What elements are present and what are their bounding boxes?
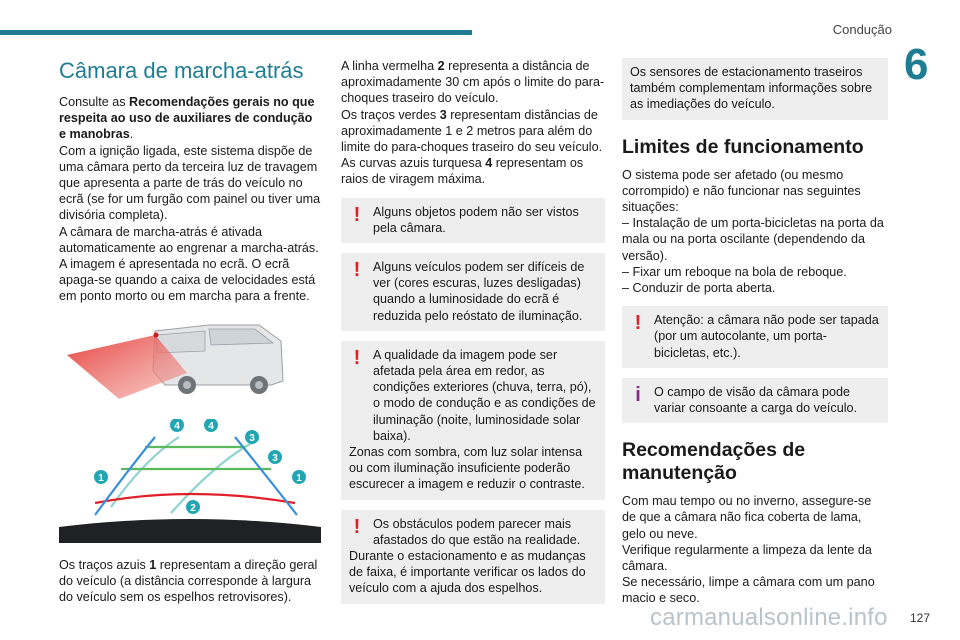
- chapter-number: 6: [904, 40, 929, 89]
- heading-operating-limits: Limites de funcionamento: [622, 135, 864, 158]
- label-1-right: [292, 470, 306, 484]
- blue-prefix: Os traços azuis: [59, 558, 150, 573]
- exclamation-icon: !: [353, 203, 361, 226]
- turq-prefix: As curvas azuis turquesa: [341, 156, 486, 171]
- note-text: Atenção: a câmara não pode ser tapada (por um autocolante, um porta-bicicletas, etc.).: [654, 313, 879, 360]
- intro-prefix: Consulte as: [59, 95, 130, 109]
- warning-note-dark-vehicles: [341, 253, 605, 331]
- info-note-field-of-view: [622, 378, 888, 423]
- intro-suffix: .: [129, 127, 134, 142]
- note-text-secondary: Zonas com sombra, com luz solar intensa ou com iluminação insuficiente poderão escurecer a imagem e reduzir o contraste.: [349, 445, 585, 492]
- note-text: A qualidade da imagem pode ser afetada pela área em redor, as condições exteriores (chuva, terra, pó), o modo de condução e as condições de iluminação (noite, luminosidade solar baixa).: [373, 347, 596, 443]
- maintenance-paragraph: Com mau tempo ou no inverno, assegure-se de que a câmara não fica coberta de lama, gelo ou neve.: [622, 494, 872, 541]
- label-3-bottom: [268, 450, 282, 464]
- note-text: Os sensores de estacionamento traseiros também complementam informações sobre as imediações do veículo.: [630, 65, 873, 112]
- paragraph-display: A imagem é apresentada no ecrã. O ecrã apaga-se quando a caixa de velocidades está em ponto morto ou em marcha para a frente.: [59, 257, 316, 304]
- label-1-left: [94, 470, 108, 484]
- svg-text:4: 4: [208, 420, 214, 432]
- paragraph-activation: A câmara de marcha-atrás é ativada automaticamente ao engrenar a marcha-atrás.: [59, 224, 319, 255]
- column-2: [341, 58, 605, 614]
- limit-item: – Fixar um reboque na bola de reboque.: [622, 264, 847, 279]
- warning-note-image-quality: [341, 341, 605, 500]
- maintenance-paragraph: Verifique regularmente a limpeza da lente da câmara.: [622, 542, 872, 574]
- warning-note-obstacles: [341, 510, 605, 604]
- van-camera-illustration: [59, 321, 321, 403]
- label-2: [186, 500, 200, 514]
- exclamation-icon: !: [353, 515, 361, 538]
- page-number: 127: [909, 611, 930, 625]
- note-text: Alguns veículos podem ser difíceis de ver (cores escuras, luzes desligadas) quando a luminosidade do ecrã é reduzida pelo reóstato de iluminação.: [373, 260, 585, 323]
- turq-number: 4: [485, 156, 493, 171]
- limit-item: – Conduzir de porta aberta.: [622, 281, 776, 296]
- limit-item: – Instalação de um porta-bicicletas na porta da mala ou na porta oscilante (dependendo da versão).: [622, 216, 884, 263]
- note-text-secondary: Durante o estacionamento e as mudanças de faixa, é importante verificar os lados do veículo com a ajuda dos espelhos.: [349, 549, 586, 596]
- svg-text:1: 1: [296, 472, 302, 484]
- paragraph-green-lines: [341, 107, 605, 156]
- paragraph-turquoise-curves: [341, 155, 605, 187]
- intro-reference: Recomendações gerais no que respeita ao uso de auxiliares de condução e manobras: [59, 95, 315, 142]
- camera-icon: [154, 332, 159, 337]
- intro-paragraph: [59, 94, 321, 143]
- turq-suffix: representam os raios de viragem máxima.: [341, 156, 584, 187]
- green-prefix: Os traços verdes: [341, 107, 440, 122]
- camera-guideline-diagram: [59, 419, 321, 543]
- note-text: Alguns objetos podem não ser vistos pela câmara.: [373, 204, 579, 235]
- svg-text:3: 3: [249, 432, 255, 444]
- info-icon: i: [635, 383, 641, 406]
- exclamation-icon: !: [353, 346, 361, 369]
- limits-intro: O sistema pode ser afetado (ou mesmo corrompido) e não funcionar nas seguintes situações:: [622, 167, 861, 215]
- exclamation-icon: !: [353, 259, 361, 282]
- green-suffix: representam distâncias de aproximadamente 1 e 2 metros para além do limite do para-choques traseiro do seu veículo.: [341, 107, 603, 155]
- column-1: [59, 58, 321, 606]
- maintenance-paragraph: Se necessário, limpe a câmara com um pano macio e seco.: [622, 575, 875, 606]
- header-accent-bar: [0, 30, 472, 35]
- paragraph-ignition: Com a ignição ligada, este sistema dispõe de uma câmara perto da terceira luz de travagem que apresenta a parte de trás do veículo no ecrã (se for um furgão com painel ou tiver uma divisória completa).: [59, 143, 321, 223]
- svg-text:4: 4: [174, 420, 180, 432]
- warning-note-objects: [341, 198, 605, 243]
- column-3: [622, 58, 888, 607]
- paragraph-red-line: [341, 58, 605, 107]
- green-number: 3: [439, 107, 447, 122]
- warning-note-camera-covered: [622, 306, 888, 368]
- heading-maintenance: Recomendações de manutenção: [622, 439, 806, 485]
- red-suffix: representa a distância de aproximadamente 30 cm após o limite do para-choques traseiro do veículo.: [341, 59, 605, 106]
- paragraph-blue-lines: [59, 557, 321, 606]
- section-name: Condução: [832, 22, 892, 37]
- blue-suffix: representam a direção geral do veículo (a distância corresponde à largura do veículo sem os espelhos retrovisores).: [59, 558, 318, 605]
- red-prefix: A linha vermelha: [341, 59, 438, 73]
- exclamation-icon: !: [634, 312, 642, 335]
- red-number: 2: [437, 59, 445, 73]
- blue-number: 1: [149, 558, 157, 573]
- note-text: Os obstáculos podem parecer mais afastados do que estão na realidade.: [373, 516, 581, 547]
- page-title: Câmara de marcha-atrás: [59, 58, 304, 83]
- label-3-top: [245, 430, 259, 444]
- watermark: carmanualsonline.info: [650, 604, 888, 631]
- note-parking-sensors: [622, 58, 888, 120]
- svg-text:3: 3: [272, 452, 278, 464]
- svg-text:1: 1: [98, 472, 104, 484]
- note-text: O campo de visão da câmara pode variar consoante a carga do veículo.: [654, 384, 858, 416]
- svg-text:2: 2: [190, 502, 196, 514]
